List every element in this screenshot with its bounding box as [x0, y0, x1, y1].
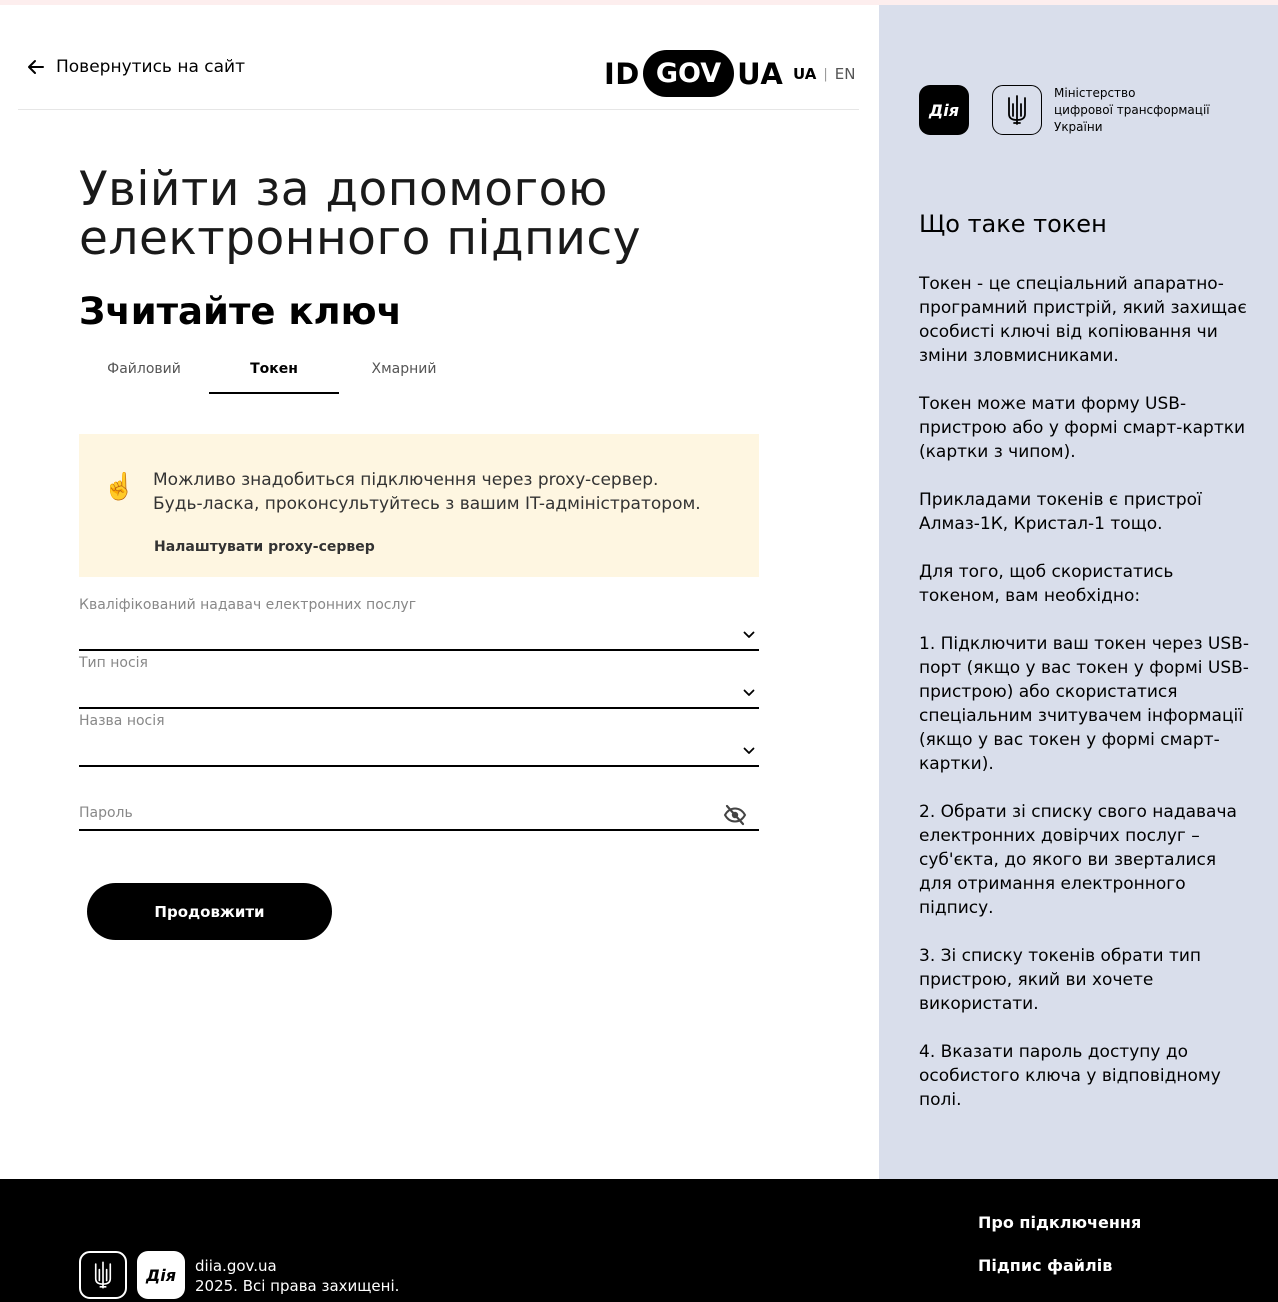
back-to-site-link[interactable]: [26, 57, 245, 77]
trident-icon: [1006, 94, 1028, 126]
footer-info: [195, 1256, 399, 1296]
password-field[interactable]: [79, 803, 759, 831]
tab-file[interactable]: Файловий: [107, 361, 181, 377]
footer-link-connection[interactable]: Про підключення: [978, 1213, 1142, 1232]
diia-logo[interactable]: Дія: [919, 85, 969, 135]
trident-logo[interactable]: [992, 85, 1042, 135]
ministry-line-2: цифрової трансформації: [1054, 103, 1210, 117]
id-gov-ua-logo[interactable]: [604, 50, 783, 97]
header: [18, 5, 859, 110]
notice-line-2: Будь-ласка, проконсультуйтесь з вашим IT-адміністратором.: [153, 494, 701, 514]
sidebar-title: Що таке токен: [919, 210, 1107, 238]
ministry-line-1: Міністерство: [1054, 86, 1136, 100]
configure-proxy-link[interactable]: Налаштувати proxy-сервер: [154, 539, 375, 555]
logo-ua-text: UA: [737, 56, 784, 91]
footer: [0, 1179, 1278, 1302]
page-title: Увійти за допомогою електронного підпису: [79, 162, 642, 266]
tab-cloud[interactable]: Хмарний: [371, 361, 437, 377]
media-name-select[interactable]: [79, 713, 759, 767]
sidebar-paragraph: Токен - це спеціальний апаратно-програмний пристрій, який захищає особисті ключі від копіювання чи зміни зловмисниками.: [919, 274, 1247, 366]
eye-off-icon[interactable]: [723, 804, 747, 826]
lang-ua[interactable]: UA: [793, 65, 817, 83]
sidebar-text: [919, 272, 1249, 1136]
trident-icon: [93, 1260, 113, 1290]
sidebar-paragraph: Токен може мати форму USB-пристрою або у формі смарт-картки (картки з чипом).: [919, 394, 1246, 462]
notice-line-1: Можливо знадобиться підключення через proxy-сервер.: [153, 470, 659, 490]
language-switcher: [793, 65, 855, 83]
notice-message: [153, 468, 701, 516]
chevron-down-icon: [743, 631, 755, 639]
footer-diia-logo[interactable]: Дія: [137, 1251, 185, 1299]
sidebar-paragraph: Для того, щоб скористатись токеном, вам необхідно:: [919, 562, 1174, 606]
sidebar-paragraph: 3. Зі списку токенів обрати тип пристрою, який ви хочете використати.: [919, 946, 1202, 1014]
sidebar-paragraph: 4. Вказати пароль доступу до особистого ключа у відповідному полі.: [919, 1042, 1221, 1110]
footer-trident-logo[interactable]: [79, 1251, 127, 1299]
lang-en[interactable]: EN: [834, 65, 856, 83]
tab-token[interactable]: Токен: [209, 353, 339, 394]
info-sidebar: [879, 5, 1278, 1179]
ministry-line-3: України: [1054, 120, 1103, 134]
media-type-label: Тип носія: [79, 655, 148, 671]
media-name-label: Назва носія: [79, 713, 165, 729]
password-placeholder: Пароль: [79, 805, 133, 821]
media-type-select[interactable]: [79, 655, 759, 709]
chevron-down-icon: [743, 689, 755, 697]
main-panel: [0, 5, 879, 1179]
lang-separator: |: [823, 66, 828, 82]
ministry-name: [1054, 85, 1210, 136]
proxy-notice: [79, 434, 759, 577]
arrow-left-icon: [26, 57, 46, 77]
back-label: Повернутись на сайт: [56, 57, 246, 77]
pointing-hand-icon: ☝️: [103, 472, 136, 502]
sidebar-paragraph: 2. Обрати зі списку свого надавача електронних довірчих послуг – суб'єкта, до якого ви зверталися для отримання електронного підпису.: [919, 802, 1237, 918]
logo-gov-text: GOV: [643, 50, 734, 97]
provider-label: Кваліфікований надавач електронних послуг: [79, 597, 417, 613]
sidebar-paragraph: 1. Підключити ваш токен через USB-порт (якщо у вас токен у формі USB-пристрою) або скористатися спеціальним зчитувачем інформації (якщо у вас токен у формі смарт-картки).: [919, 634, 1249, 774]
logo-id-text: ID: [604, 56, 640, 91]
footer-link-sign-files[interactable]: Підпис файлів: [978, 1256, 1113, 1275]
key-type-tabs: [79, 353, 469, 394]
footer-copyright: 2025. Всі права захищені.: [195, 1277, 400, 1295]
section-title: Зчитайте ключ: [79, 290, 402, 333]
continue-button[interactable]: Продовжити: [87, 883, 332, 940]
sidebar-paragraph: Прикладами токенів є пристрої Алмаз-1К, Кристал-1 тощо.: [919, 490, 1202, 534]
chevron-down-icon: [743, 747, 755, 755]
provider-select[interactable]: [79, 597, 759, 651]
footer-site[interactable]: diia.gov.ua: [195, 1257, 277, 1275]
